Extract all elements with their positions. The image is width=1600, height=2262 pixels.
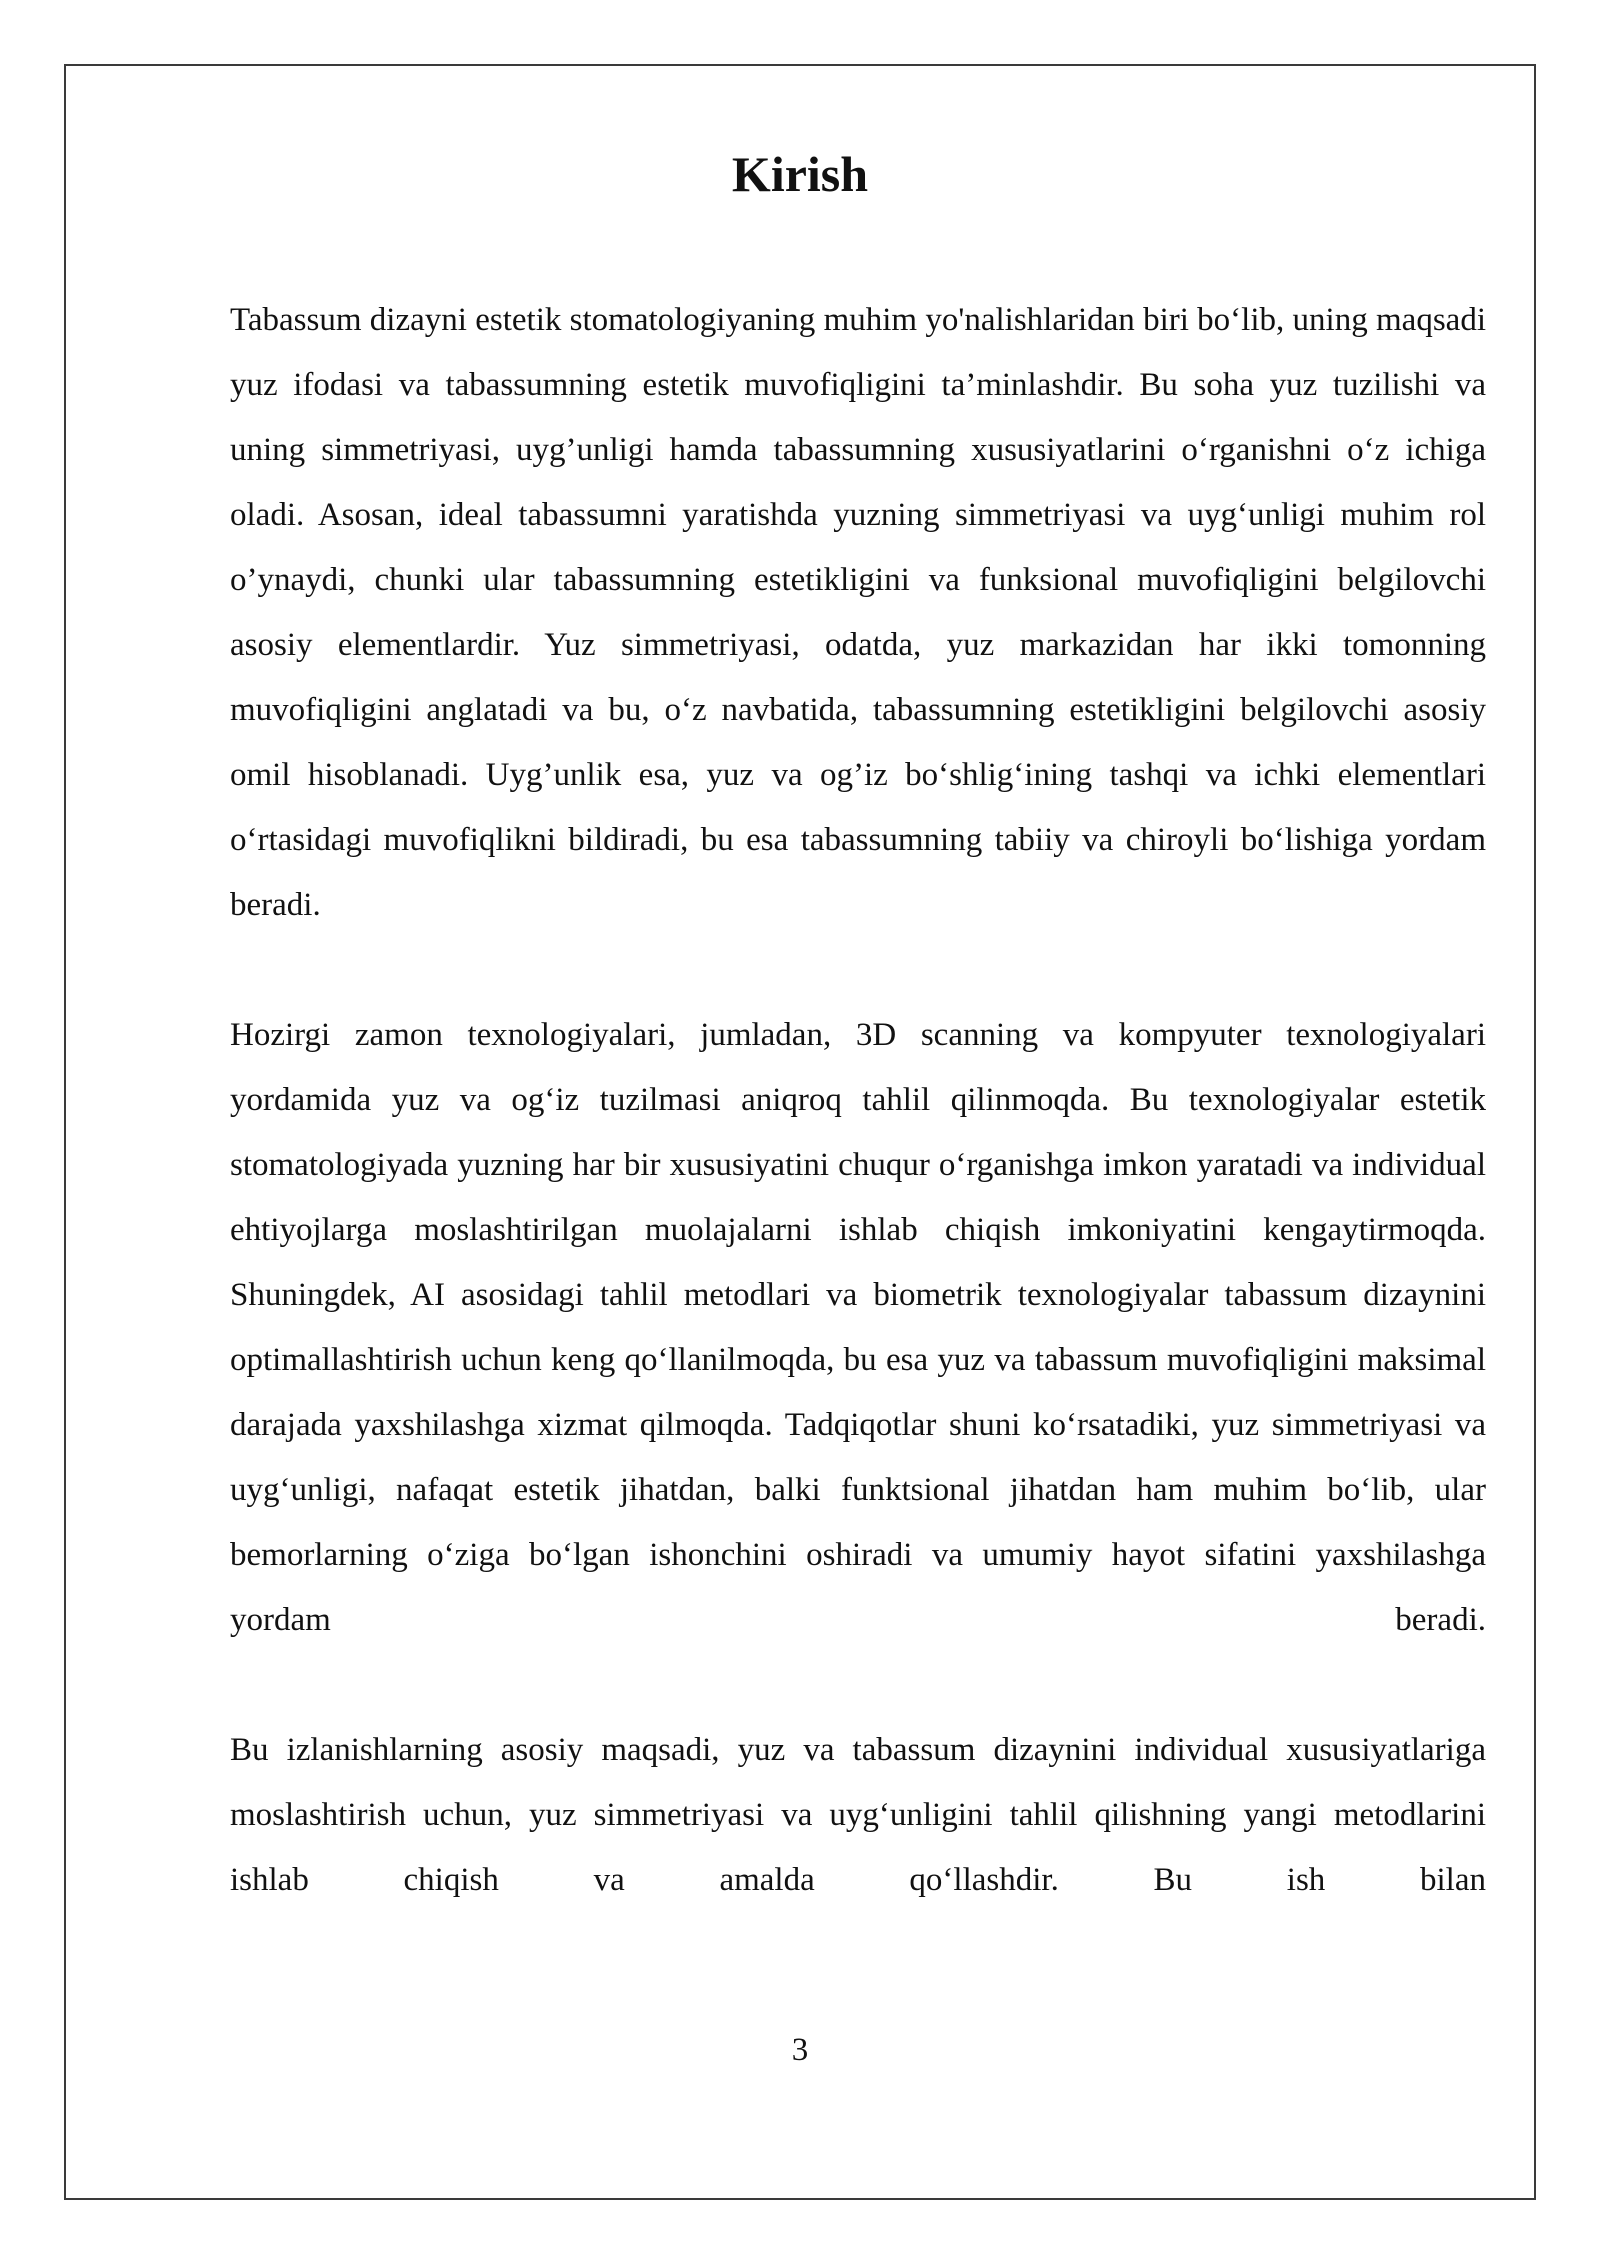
paragraph-1: Tabassum dizayni estetik stomatologiyaning muhim yo'nalishlaridan biri bo‘lib, uning maqsadi yuz ifodasi va tabassumning estetik muvofiqligini ta’minlashdir. Bu soha yuz tuzilishi va uning simmetriyasi, uyg’unligi hamda tabassumning xususiyatlarini o‘rganishni o‘z ichiga oladi. Asosan, ideal tabassumni yaratishda yuzning simmetriyasi va uyg‘unligi muhim rol o’ynaydi, chunki ular tabassumning estetikligini va funksional muvofiqligini belgilovchi asosiy elementlardir. Yuz simmetriyasi, odatda, yuz markazidan har ikki tomonning muvofiqligini anglatadi va bu, o‘z navbatida, tabassumning estetikligini belgilovchi asosiy omil hisoblanadi. Uyg’unlik esa, yuz va og’iz bo‘shlig‘ining tashqi va ichki elementlari o‘rtasidagi muvofiqlikni bildiradi, bu esa tabassumning tabiiy va chiroyli bo‘lishiga yordam beradi. xyxy=(230,302,1486,923)
page-title: Kirish xyxy=(731,146,869,202)
paragraph-2: Hozirgi zamon texnologiyalari, jumladan, 3D scanning va kompyuter texnologiyalari yordamida yuz va og‘iz tuzilmasi aniqroq tahlil qilinmoqda. Bu texnologiyalar estetik stomatologiyada yuzning har bir xususiyatini chuqur o‘rganishga imkon yaratadi va individual ehtiyojlarga moslashtirilgan muolajalarni ishlab chiqish imkoniyatini kengaytirmoqda. Shuningdek, AI asosidagi tahlil metodlari va biometrik texnologiyalar tabassum dizaynini optimallashtirish uchun keng qo‘llanilmoqda, bu esa yuz va tabassum muvofiqligini maksimal darajada yaxshilashga xizmat qilmoqda. Tadqiqotlar shuni ko‘rsatadiki, yuz simmetriyasi va uyg‘unligi, nafaqat estetik jihatdan, balki funktsional jihatdan ham muhim bo‘lib, ular bemorlarning o‘ziga bo‘lgan ishonchini oshiradi va umumiy hayot sifatini yaxshilashga yordam beradi. xyxy=(230,1017,1486,1638)
document-body xyxy=(230,288,1486,1913)
paragraph-3: Bu izlanishlarning asosiy maqsadi, yuz va tabassum dizaynini individual xususiyatlariga moslashtirish uchun, yuz simmetriyasi va uyg‘unligini tahlil qilishning yangi metodlarini ishlab chiqish va amalda qo‘llashdir. Bu ish bilan xyxy=(230,1732,1486,1898)
page-number: 3 xyxy=(791,2032,809,2068)
